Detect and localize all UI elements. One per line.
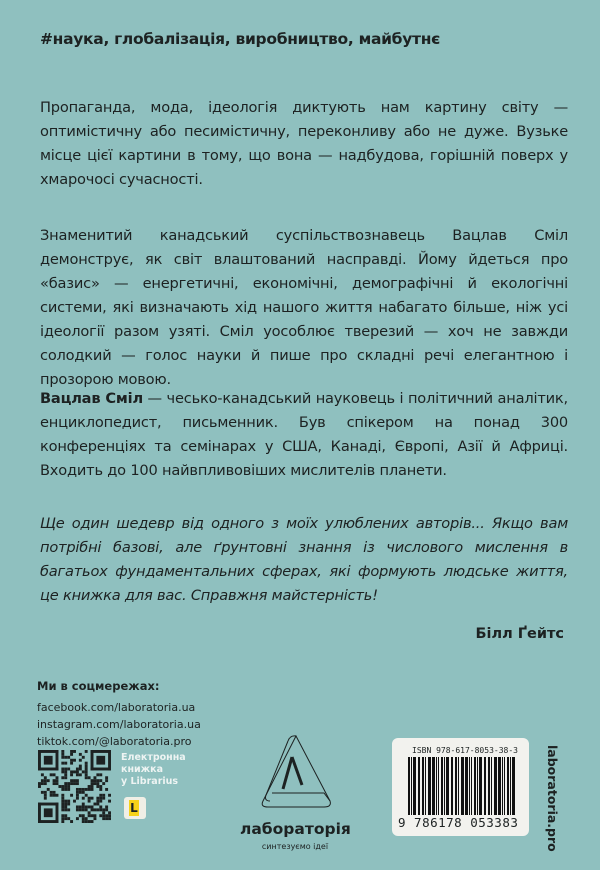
description-paragraph-2: Знаменитий канадський суспільствознавець Вацлав Сміл демонструє, як світ влаштований насправді. Йому йдеться про «базис» — енергетичні, економічні, демографічні й екологічні системи, які визначають хід нашого життя набагато більше, ніж усі ідеології разом узяті. Сміл уособлює тверезий — хоч не завжди солодкий — голос науки й пише про складні речі елегантною і прозорою мовою. — [40, 227, 568, 388]
review-quote: Ще один шедевр від одного з моїх улюблених авторів... Якщо вам потрібні базові, але ґрунтовні знання із числового мислення в багатьох фундаментальних сферах, які формують людське життя, це книжка для вас. Справжня майстерність! — [40, 515, 568, 604]
social-link-instagram[interactable]: instagram.com/laboratoria.ua — [37, 718, 201, 731]
qr-code-icon[interactable] — [38, 750, 111, 823]
social-title: Ми в соцмережах: — [37, 679, 160, 693]
quote-author: Білл Ґейтс — [475, 626, 564, 642]
social-links — [37, 678, 201, 750]
ean-number: 9 786178 053383 — [398, 815, 519, 830]
social-link-tiktok[interactable]: tiktok.com/@laboratoria.pro — [37, 735, 192, 748]
publisher-name: лабораторія — [240, 820, 351, 838]
barcode-icon — [408, 757, 518, 815]
librarius-app-icon — [124, 797, 146, 819]
librarius-line: Електронна — [121, 752, 186, 763]
social-link-facebook[interactable]: facebook.com/laboratoria.ua — [37, 701, 196, 714]
librarius-line: книжка — [121, 764, 163, 775]
author-bio-text: — чесько-канадський науковець і політичний аналітик, енциклопедист, письменник. Був спікером на понад 300 конференціях та семінарах у США, Канаді, Європі, Азії й Африці. Входить до 100 найвпливовіших мислителів планети. — [40, 390, 568, 479]
librarius-line: у Librarius — [121, 776, 179, 787]
publisher-slogan: синтезуємо ідеї — [261, 842, 329, 851]
hashtags: #наука, глобалізація, виробництво, майбутнє — [40, 30, 440, 48]
author-bio — [40, 387, 568, 483]
librarius-logo-letter: L — [130, 801, 138, 815]
publisher-logo-icon — [258, 733, 334, 813]
description-paragraph-1: Пропаганда, мода, ідеологія диктують нам картину світу — оптимістичну або песимістичну, переконливу або не дуже. Вузьке місце цієї картини в тому, що вона — надбудова, горішній поверх у хмарочосі сучасності. — [40, 99, 568, 188]
author-name: Вацлав Сміл — [40, 390, 143, 407]
librarius-label — [121, 752, 186, 788]
isbn-text: ISBN 978-617-8053-38-3 — [412, 746, 518, 755]
publisher-website[interactable]: laboratoria.pro — [545, 745, 560, 852]
